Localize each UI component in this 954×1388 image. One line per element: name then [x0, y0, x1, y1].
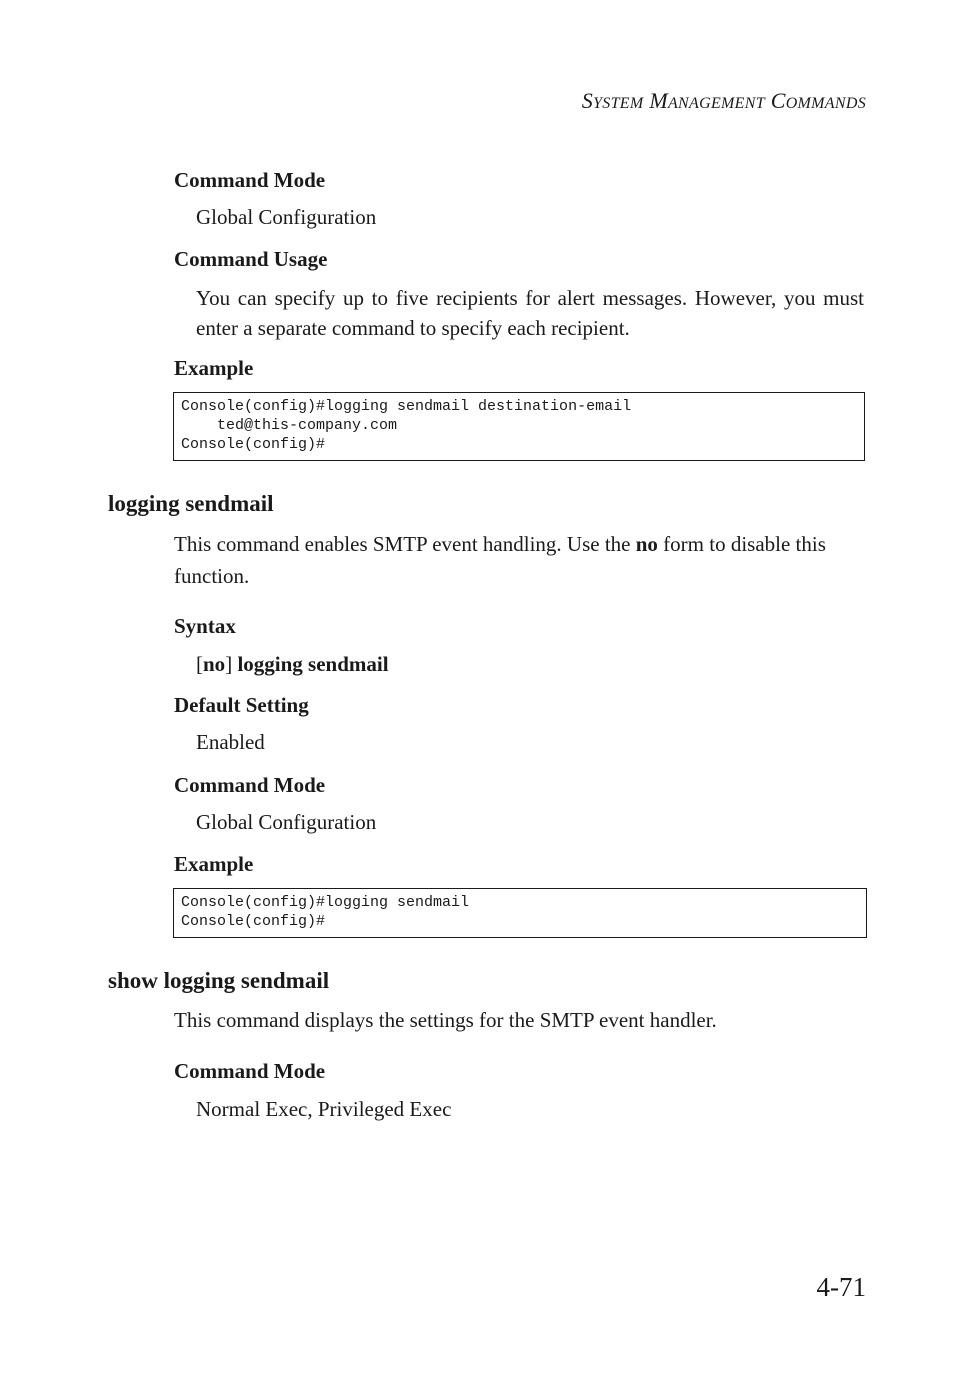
- example-code-block: Console(config)#logging sendmail destination-email ted@this-company.com Console(config)#: [173, 392, 865, 461]
- description-text-end: form to disable this function.: [174, 532, 826, 588]
- example-heading: Example: [174, 356, 254, 380]
- syntax-bracket-close: ]: [225, 652, 238, 676]
- command-mode-heading-2: Command Mode: [174, 773, 326, 797]
- example-code-block-2: Console(config)#logging sendmail Console(config)#: [173, 888, 867, 938]
- show-logging-sendmail-description: This command displays the settings for the SMTP event handler.: [174, 1008, 717, 1032]
- running-header: [582, 88, 866, 114]
- logging-sendmail-title: logging sendmail: [108, 491, 274, 516]
- header-initial: C: [770, 88, 786, 113]
- show-logging-sendmail-title: show logging sendmail: [108, 968, 330, 993]
- logging-sendmail-description: [174, 528, 864, 592]
- description-text: This command enables SMTP event handling. Use the: [174, 532, 636, 556]
- header-smallcaps: OMMANDS: [785, 95, 866, 112]
- command-mode-value-3: Normal Exec, Privileged Exec: [196, 1097, 452, 1121]
- example-heading-2: Example: [174, 852, 254, 876]
- header-word-1: [582, 88, 644, 113]
- header-initial: M: [649, 88, 668, 113]
- syntax-heading: Syntax: [174, 614, 236, 638]
- header-word-2: [649, 88, 765, 113]
- header-smallcaps: ANAGEMENT: [667, 95, 765, 112]
- header-smallcaps: YSTEM: [593, 95, 644, 112]
- syntax-bracket-open: [: [196, 652, 203, 676]
- default-setting-heading: Default Setting: [174, 693, 309, 717]
- syntax-command: logging sendmail: [237, 652, 389, 676]
- default-setting-value: Enabled: [196, 730, 265, 754]
- page-number: 4-71: [816, 1272, 866, 1302]
- header-initial: S: [581, 88, 594, 113]
- syntax-line: [196, 649, 389, 679]
- command-mode-heading: Command Mode: [174, 168, 326, 192]
- syntax-no-keyword: no: [203, 652, 226, 676]
- command-mode-heading-3: Command Mode: [174, 1059, 326, 1083]
- description-keyword: no: [635, 532, 658, 556]
- command-mode-value-2: Global Configuration: [196, 810, 377, 834]
- header-word-3: [771, 88, 866, 113]
- command-usage-heading: Command Usage: [174, 247, 328, 271]
- command-usage-text: You can specify up to five recipients for alert messages. However, you must enter a separate command to specify each recipient.: [196, 286, 864, 340]
- command-mode-value: Global Configuration: [196, 205, 377, 229]
